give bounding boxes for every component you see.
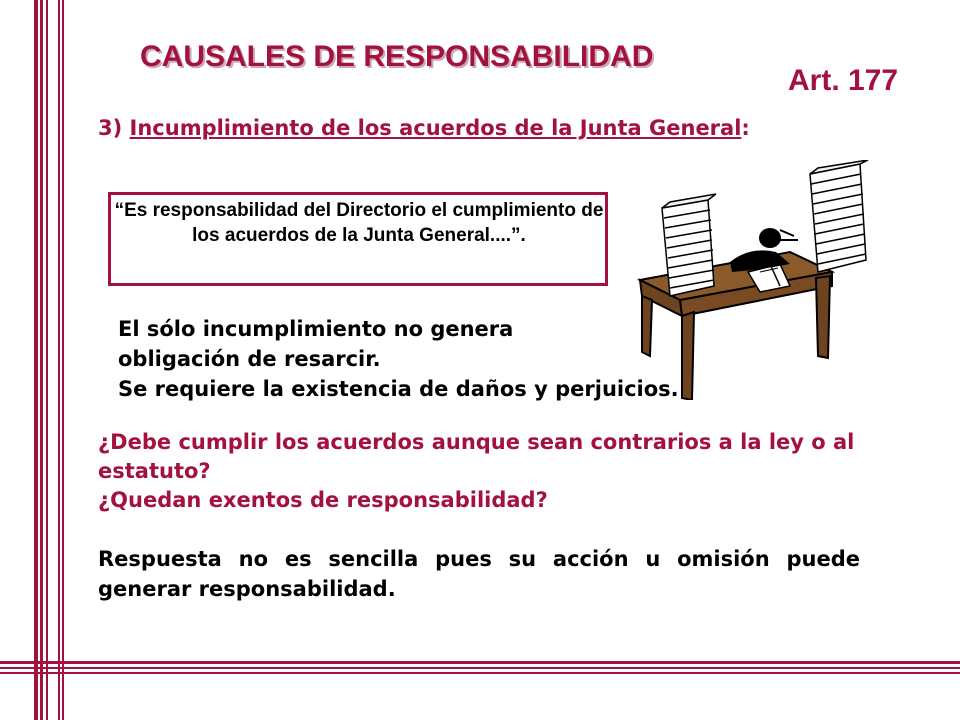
- frame-line-left-3: [46, 0, 48, 720]
- paragraph-line: El sólo incumplimiento no genera: [118, 317, 514, 341]
- frame-line-left-5: [62, 0, 64, 720]
- question-line: ¿Debe cumplir los acuerdos aunque sean contrarios a la ley o al: [98, 430, 855, 454]
- paragraph-line: Se requiere la existencia de daños y perjuicios.: [118, 377, 679, 401]
- paragraph: [118, 314, 679, 404]
- figure-head: [759, 228, 781, 248]
- quote-text: “Es responsabilidad del Directorio el cumplimiento de los acuerdos de la Junta General....”.: [114, 200, 604, 246]
- frame-line-bottom-2: [0, 667, 960, 669]
- item-colon: :: [741, 116, 750, 140]
- paper-stack-right: [810, 160, 868, 272]
- answer-line: Respuesta no es sencilla pues su acción u omisión puede: [98, 547, 860, 571]
- item-title: Incumplimiento de los acuerdos de la Junta General: [129, 116, 742, 140]
- paragraph-line: obligación de resarcir.: [118, 347, 381, 371]
- desk-illustration: [620, 160, 920, 400]
- answer: [98, 544, 860, 604]
- paper-stack-left: [662, 194, 716, 296]
- slide-title: CAUSALES DE RESPONSABILIDAD: [140, 40, 654, 73]
- frame-line-left-4: [58, 0, 60, 720]
- questions: [98, 428, 854, 515]
- article-number: Art. 177: [788, 64, 899, 97]
- desk-leg: [682, 312, 694, 400]
- frame-line-left-2: [40, 0, 43, 720]
- desk-leg: [642, 296, 652, 356]
- answer-line: generar responsabilidad.: [98, 577, 396, 601]
- frame-line-left-1: [34, 0, 38, 720]
- question-line: ¿Quedan exentos de responsabilidad?: [98, 488, 548, 512]
- item-heading: [98, 116, 750, 140]
- frame-line-bottom-1: [0, 661, 960, 664]
- desk-leg: [816, 276, 830, 358]
- item-number: 3): [98, 116, 123, 140]
- question-line: estatuto?: [98, 459, 211, 483]
- frame-line-bottom-3: [0, 672, 960, 674]
